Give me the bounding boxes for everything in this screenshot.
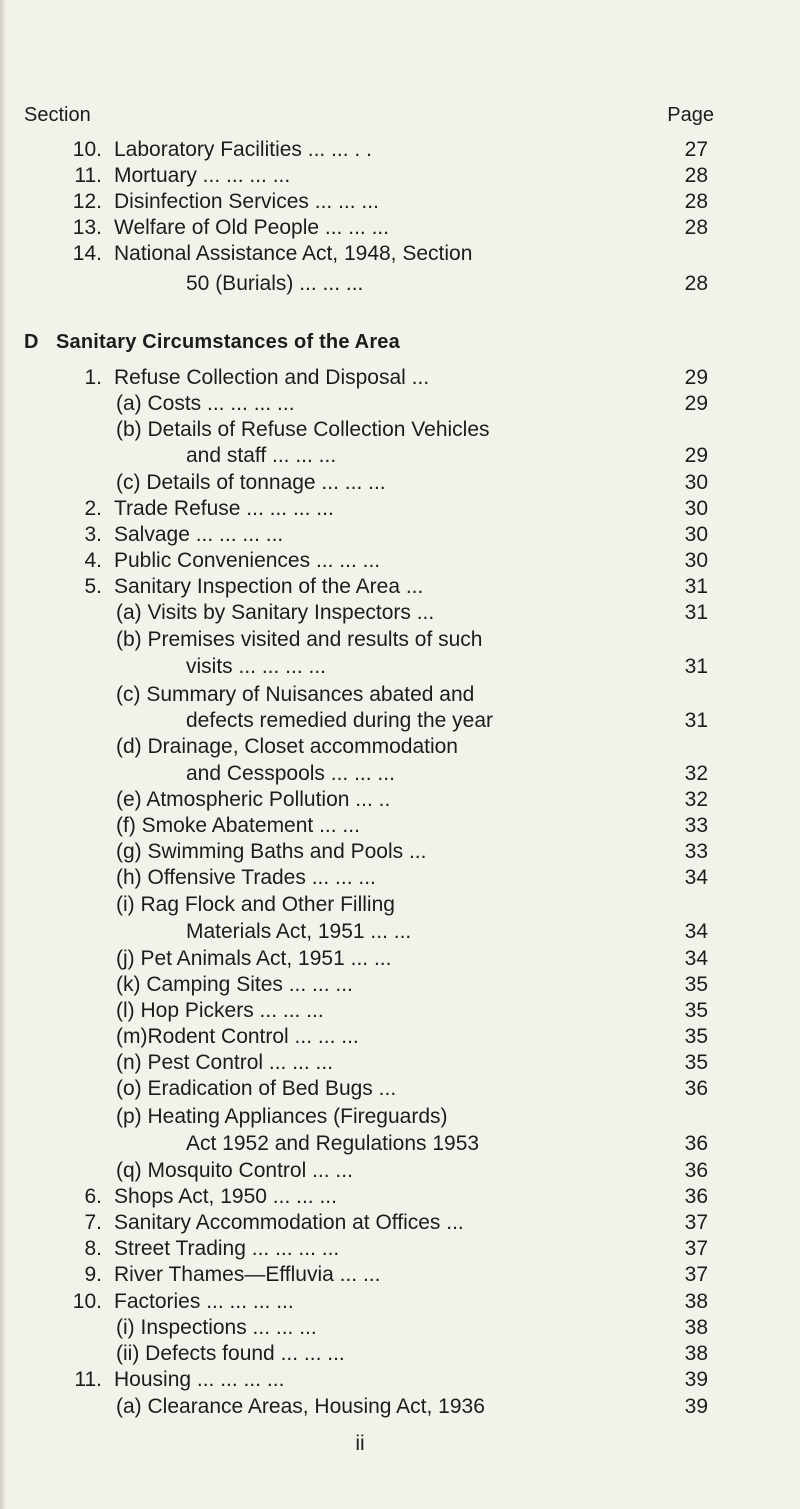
toc-entry-title: (b) Premises visited and results of such <box>116 628 483 651</box>
toc-entry <box>0 918 800 946</box>
toc-entry-title: (ii) Defects found ... ... ... <box>116 1342 345 1365</box>
toc-entry-page: 33 <box>684 814 708 837</box>
toc-entry <box>0 1235 800 1263</box>
toc-entry <box>0 240 800 268</box>
toc-entry <box>0 495 800 523</box>
toc-entry-page: 31 <box>684 709 708 732</box>
toc-entry <box>0 1075 800 1103</box>
toc-entry <box>0 891 800 919</box>
section-title: Sanitary Circumstances of the Area <box>56 331 400 353</box>
toc-entry <box>0 1023 800 1051</box>
toc-entry <box>0 997 800 1025</box>
toc-entry <box>0 653 800 681</box>
toc-entry-page: 30 <box>684 523 708 546</box>
toc-entry-title: Materials Act, 1951 ... ... <box>186 920 412 943</box>
toc-entry-page: 29 <box>684 392 708 415</box>
toc-entry-page: 34 <box>684 947 708 970</box>
toc-entry-page: 36 <box>684 1159 708 1182</box>
toc-entry-title: (e) Atmospheric Pollution ... .. <box>116 788 391 811</box>
toc-entry-title: (b) Details of Refuse Collection Vehicles <box>116 418 490 441</box>
toc-entry-page: 28 <box>684 164 708 187</box>
toc-entry-page: 28 <box>684 216 708 239</box>
toc-entry <box>0 162 800 190</box>
toc-entry-title: defects remedied during the year <box>186 709 494 732</box>
toc-entry <box>0 1366 800 1394</box>
toc-entry-page: 30 <box>684 497 708 520</box>
toc-entry-title: (k) Camping Sites ... ... ... <box>116 973 353 996</box>
toc-entry <box>0 1340 800 1368</box>
toc-entry-title: (o) Eradication of Bed Bugs ... <box>116 1077 397 1100</box>
toc-entry-number: 14. <box>72 242 102 265</box>
toc-entry <box>0 599 800 627</box>
toc-entry <box>0 786 800 814</box>
toc-entry <box>0 1183 800 1211</box>
toc-entry-number: 6. <box>84 1185 102 1208</box>
toc-entry-page: 30 <box>684 549 708 572</box>
toc-entry <box>0 1157 800 1185</box>
section-column-header: Section <box>24 104 91 126</box>
toc-entry <box>0 626 800 654</box>
toc-entry-number: 11. <box>74 164 102 187</box>
toc-entry-number: 7. <box>84 1211 102 1234</box>
toc-entry-title: Disinfection Services ... ... ... <box>114 190 379 213</box>
toc-entry-title: (p) Heating Appliances (Fireguards) <box>116 1105 448 1128</box>
toc-entry-page: 34 <box>684 920 708 943</box>
toc-entry-page: 28 <box>684 272 708 295</box>
toc-entry-title: Salvage ... ... ... ... <box>114 523 284 546</box>
toc-entry-title: (i) Rag Flock and Other Filling <box>116 893 395 916</box>
toc-entry-title: and staff ... ... ... <box>186 444 337 467</box>
toc-entry <box>0 1393 800 1421</box>
toc-entry-title: visits ... ... ... ... <box>186 655 327 678</box>
toc-entry-page: 37 <box>684 1263 708 1286</box>
toc-entry-title: (m)Rodent Control ... ... ... <box>116 1025 359 1048</box>
toc-entry-page: 34 <box>684 866 708 889</box>
toc-entry-number: 4. <box>84 549 102 572</box>
toc-entry-page: 32 <box>684 788 708 811</box>
toc-entry <box>0 364 800 392</box>
toc-entry-page: 37 <box>684 1237 708 1260</box>
toc-entry-title: and Cesspools ... ... ... <box>186 762 395 785</box>
toc-entry-title: Mortuary ... ... ... ... <box>114 164 291 187</box>
toc-entry-page: 33 <box>684 840 708 863</box>
toc-entry-title: (a) Clearance Areas, Housing Act, 1936 <box>116 1395 485 1418</box>
toc-entry <box>0 136 800 164</box>
toc-entry <box>0 188 800 216</box>
toc-entry-title: (h) Offensive Trades ... ... ... <box>116 866 376 889</box>
toc-entry-number: 10. <box>72 1290 102 1313</box>
toc-entry-page: 30 <box>684 471 708 494</box>
toc-entry <box>0 214 800 242</box>
toc-entry-title: (q) Mosquito Control ... ... <box>116 1159 353 1182</box>
toc-entry <box>0 442 800 470</box>
toc-entry-title: (c) Details of tonnage ... ... ... <box>116 471 386 494</box>
toc-entry-title: Factories ... ... ... ... <box>114 1290 294 1313</box>
toc-entry-title: River Thames—Effluvia ... ... <box>114 1263 381 1286</box>
toc-entry <box>0 971 800 999</box>
toc-entry <box>0 864 800 892</box>
toc-entry-title: (c) Summary of Nuisances abated and <box>116 683 475 706</box>
toc-entry-page: 38 <box>684 1342 708 1365</box>
toc-entry-number: 12. <box>72 190 102 213</box>
toc-entry <box>0 1314 800 1342</box>
toc-entry-title: (l) Hop Pickers ... ... ... <box>116 999 324 1022</box>
toc-entry-number: 5. <box>84 575 102 598</box>
toc-entry-page: 31 <box>684 575 708 598</box>
toc-entry <box>0 390 800 418</box>
toc-entry-page: 32 <box>684 762 708 785</box>
toc-entry <box>0 838 800 866</box>
toc-entry <box>0 1103 800 1131</box>
toc-entry-title: Public Conveniences ... ... ... <box>114 549 381 572</box>
toc-entry-title: Shops Act, 1950 ... ... ... <box>114 1185 337 1208</box>
toc-entry-page: 27 <box>684 138 708 161</box>
toc-entry-title: 50 (Burials) ... ... ... <box>186 272 364 295</box>
toc-entry <box>0 733 800 761</box>
toc-entry-page: 29 <box>684 444 708 467</box>
toc-entry-number: 8. <box>84 1237 102 1260</box>
toc-entry-title: National Assistance Act, 1948, Section <box>114 242 473 265</box>
toc-entry-number: 1. <box>84 366 102 389</box>
toc-entry-title: Act 1952 and Regulations 1953 <box>186 1132 480 1155</box>
toc-entry <box>0 812 800 840</box>
toc-entry-page: 35 <box>684 1025 708 1048</box>
toc-entry-title: Sanitary Accommodation at Offices ... <box>114 1211 464 1234</box>
toc-entry <box>0 945 800 973</box>
toc-entry-page: 35 <box>684 973 708 996</box>
toc-entry-title: Sanitary Inspection of the Area ... <box>114 575 424 598</box>
section-letter: D <box>24 331 39 353</box>
page-number: ii <box>355 1432 365 1455</box>
toc-entry <box>0 1261 800 1289</box>
toc-entry-title: (a) Costs ... ... ... ... <box>116 392 295 415</box>
toc-entry-title: (f) Smoke Abatement ... ... <box>116 814 360 837</box>
toc-entry-title: Refuse Collection and Disposal ... <box>114 366 430 389</box>
toc-entry-title: Housing ... ... ... ... <box>114 1368 285 1391</box>
toc-entry-title: (j) Pet Animals Act, 1951 ... ... <box>116 947 392 970</box>
toc-entry-title: Street Trading ... ... ... ... <box>114 1237 340 1260</box>
toc-entry-number: 13. <box>72 216 102 239</box>
toc-entry-number: 3. <box>84 523 102 546</box>
toc-entry-number: 2. <box>84 497 102 520</box>
toc-entry-page: 36 <box>684 1077 708 1100</box>
toc-entry <box>0 1049 800 1077</box>
toc-entry <box>0 573 800 601</box>
toc-entry-page: 31 <box>684 601 708 624</box>
toc-entry <box>0 1130 800 1158</box>
toc-entry-title: (n) Pest Control ... ... ... <box>116 1051 334 1074</box>
toc-entry-page: 36 <box>684 1185 708 1208</box>
toc-entry-number: 9. <box>84 1263 102 1286</box>
toc-entry-title: Laboratory Facilities ... ... . . <box>114 138 372 161</box>
toc-entry-page: 38 <box>684 1316 708 1339</box>
toc-entry <box>0 521 800 549</box>
toc-entry <box>0 681 800 709</box>
toc-entry <box>0 760 800 788</box>
toc-entry <box>0 1288 800 1316</box>
toc-entry-title: Welfare of Old People ... ... ... <box>114 216 390 239</box>
toc-entry <box>0 469 800 497</box>
toc-entry-title: (g) Swimming Baths and Pools ... <box>116 840 427 863</box>
toc-entry-title: (a) Visits by Sanitary Inspectors ... <box>116 601 435 624</box>
toc-entry-title: (i) Inspections ... ... ... <box>116 1316 317 1339</box>
toc-entry <box>0 547 800 575</box>
toc-entry-page: 37 <box>684 1211 708 1234</box>
toc-entry-number: 10. <box>72 138 102 161</box>
toc-entry-title: (d) Drainage, Closet accommodation <box>116 735 458 758</box>
toc-entry-page: 39 <box>684 1368 708 1391</box>
toc-entry-page: 28 <box>684 190 708 213</box>
toc-entry <box>0 270 800 298</box>
toc-entry <box>0 1209 800 1237</box>
toc-entry-page: 38 <box>684 1290 708 1313</box>
toc-entry-page: 31 <box>684 655 708 678</box>
toc-entry-page: 35 <box>684 999 708 1022</box>
toc-entry-page: 36 <box>684 1132 708 1155</box>
toc-entry-page: 39 <box>684 1395 708 1418</box>
toc-entry-title: Trade Refuse ... ... ... ... <box>114 497 334 520</box>
toc-entry-page: 35 <box>684 1051 708 1074</box>
toc-entry <box>0 707 800 735</box>
toc-entry-number: 11. <box>74 1368 102 1391</box>
toc-entry <box>0 416 800 444</box>
page-column-header: Page <box>667 104 714 126</box>
toc-entry-page: 29 <box>684 366 708 389</box>
